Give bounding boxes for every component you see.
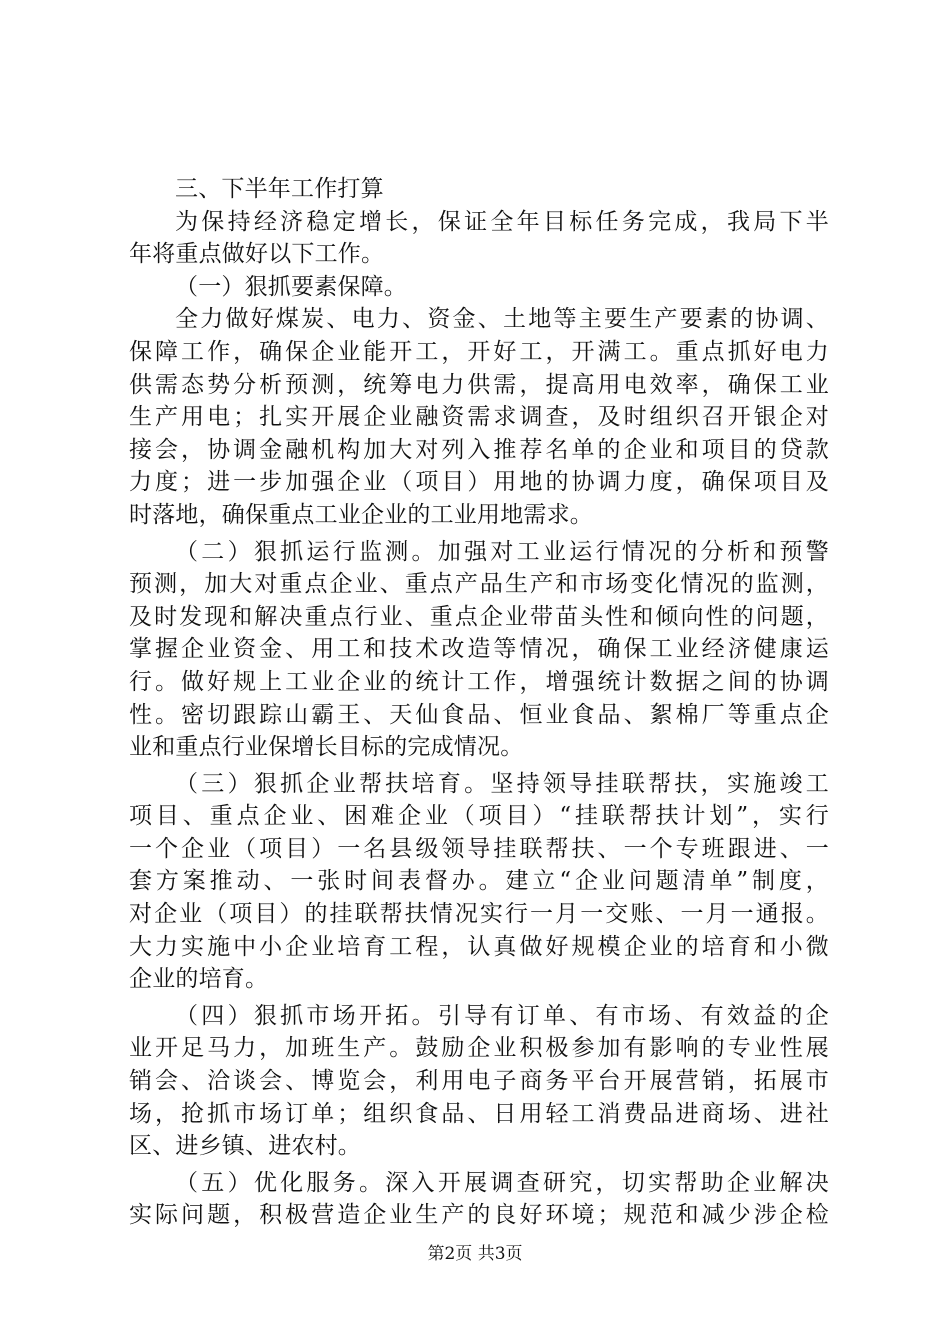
- paragraph-line: 保障工作，确保企业能开工，开好工，开满工。重点抓好电力: [129, 338, 829, 365]
- document-body: [129, 173, 829, 1232]
- paragraph-line: 供需态势分析预测，统筹电力供需，提高用电效率，确保工业: [129, 371, 829, 398]
- paragraph-line: 预测，加大对重点企业、重点产品生产和市场变化情况的监测，: [129, 571, 829, 598]
- paragraph-line: 实际问题，积极营造企业生产的良好环境；规范和减少涉企检: [129, 1202, 829, 1229]
- paragraph-line: 大力实施中小企业培育工程，认真做好规模企业的培育和小微: [129, 933, 829, 960]
- section-heading: 三、下半年工作打算: [175, 176, 384, 202]
- paragraph-line: 企业的培育。: [129, 966, 269, 993]
- paragraph-line: （五）优化服务。深入开展调查研究，切实帮助企业解决: [175, 1169, 829, 1196]
- paragraph-line: 业开足马力，加班生产。鼓励企业积极参加有影响的专业性展: [129, 1035, 829, 1062]
- paragraph-line: 一个企业（项目）一名县级领导挂联帮扶、一个专班跟进、一: [129, 835, 829, 862]
- paragraph-line: 及时发现和解决重点行业、重点企业带苗头性和倾向性的问题，: [129, 603, 829, 630]
- page-number-footer: 第2页 共3页: [427, 1244, 523, 1264]
- paragraph-line: 为保持经济稳定增长，保证全年目标任务完成，我局下半: [175, 208, 829, 235]
- paragraph-line: 销会、洽谈会、博览会，利用电子商务平台开展营销，拓展市: [129, 1068, 829, 1095]
- paragraph-line: 性。密切跟踪山霸王、天仙食品、恒业食品、絮棉厂等重点企: [129, 701, 829, 728]
- paragraph-line: 区、进乡镇、进农村。: [129, 1133, 361, 1160]
- paragraph-line: （二）狠抓运行监测。加强对工业运行情况的分析和预警: [175, 538, 829, 565]
- paragraph-line: 对企业（项目）的挂联帮扶情况实行一月一交账、一月一通报。: [129, 901, 829, 928]
- paragraph-line: 力度；进一步加强企业（项目）用地的协调力度，确保项目及: [129, 469, 829, 496]
- subsection-heading: （一）狠抓要素保障。: [175, 273, 407, 300]
- paragraph-line: 套方案推动、一张时间表督办。建立“企业问题清单”制度，: [129, 868, 829, 895]
- paragraph-line: 行。做好规上工业企业的统计工作，增强统计数据之间的协调: [129, 668, 829, 695]
- paragraph-line: 生产用电；扎实开展企业融资需求调查，及时组织召开银企对: [129, 404, 829, 431]
- paragraph-line: 全力做好煤炭、电力、资金、土地等主要生产要素的协调、: [175, 306, 829, 333]
- paragraph-line: （三）狠抓企业帮扶培育。坚持领导挂联帮扶，实施竣工: [175, 770, 829, 797]
- paragraph-line: 掌握企业资金、用工和技术改造等情况，确保工业经济健康运: [129, 636, 829, 663]
- paragraph-line: 接会，协调金融机构加大对列入推荐名单的企业和项目的贷款: [129, 436, 829, 463]
- paragraph-line: （四）狠抓市场开拓。引导有订单、有市场、有效益的企: [175, 1002, 829, 1029]
- paragraph-line: 场，抢抓市场订单；组织食品、日用轻工消费品进商场、进社: [129, 1100, 829, 1127]
- paragraph-line: 年将重点做好以下工作。: [129, 241, 385, 268]
- paragraph-line: 项目、重点企业、困难企业（项目）“挂联帮扶计划”，实行: [129, 803, 829, 830]
- paragraph-line: 业和重点行业保增长目标的完成情况。: [129, 734, 524, 761]
- paragraph-line: 时落地，确保重点工业企业的工业用地需求。: [129, 501, 593, 528]
